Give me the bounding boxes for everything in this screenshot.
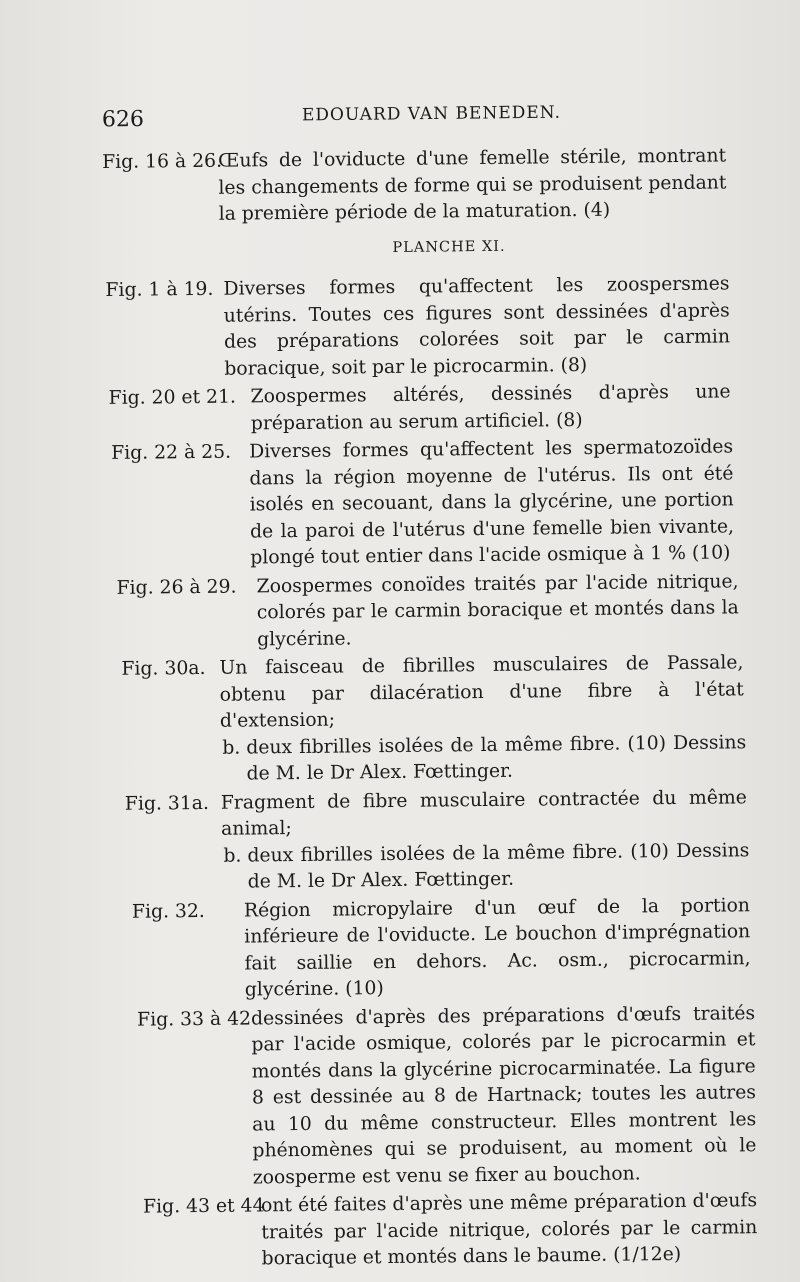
figure-label: Fig. 33 à 42 (136, 1007, 252, 1031)
figure-description: ont été faites d'après une même préparation d'œufs traités par l'acide nitrique, colorés par le carmin boracique et montés dans le baume. (1/12e) (260, 1190, 758, 1270)
figure-label: Fig. 43 et 44 (142, 1195, 265, 1218)
figure-label: Fig. 31a. (124, 792, 210, 815)
page-number: 626 (101, 106, 145, 133)
page-header (100, 101, 760, 138)
figure-entry (111, 434, 764, 573)
figure-description: Fragment de fibre musculaire contractée du même animal; (220, 786, 747, 840)
running-head: EDOUARD VAN BENEDEN. (301, 102, 562, 126)
figure-label: Fig. 22 à 25. (111, 441, 232, 464)
figure-entry (143, 1188, 772, 1274)
figure-label: Fig. 20 et 21. (108, 386, 237, 409)
figure-label: Fig. 32. (131, 900, 205, 923)
figure-entry-31 (125, 785, 768, 898)
sub-figure-label: b. (223, 845, 242, 867)
figure-description: Diverses formes qu'affectent les zoospersmes utérins. Toutes ces figures sont dessinées d'après des préparations colorées soit par le carmin boracique, soit par le picrocarmin. (8) (223, 273, 731, 380)
figure-entry-30 (121, 650, 766, 789)
figure-description: Un faisceau de fibrilles musculaires de Passale, obtenu par dilacération d'une fibre à l'état d'extension; (219, 652, 744, 732)
figure-description: Œufs de l'oviducte d'une femelle stérile, montrant les changements de forme qui se produisent pendant la première période de la maturation. (4) (218, 145, 727, 225)
figure-description: Diverses formes qu'affectent les spermatozoïdes dans la région moyenne de l'utérus. Ils ont été isolés en secouant, dans la glycérine, une portion de la paroi de l'utérus d'une femelle bien vivante, plongé tout entier dans l'acide osmique à 1 % (10) (249, 436, 735, 569)
figure-label: Fig. 16 à 26. (102, 150, 223, 173)
figure-entry-16-26 (102, 143, 761, 229)
figure-entry (132, 893, 769, 1006)
figure-description: Zoospermes altérés, dessinés d'après une préparation au serum artificiel. (8) (250, 381, 731, 434)
sub-figure-label: b. (222, 737, 241, 759)
page-body (100, 143, 772, 1276)
figure-label: Fig. 30a. (121, 657, 206, 680)
figure-entry (116, 569, 765, 655)
figure-entry (137, 1001, 771, 1193)
figure-label: Fig. 1 à 19. (105, 278, 214, 301)
figure-entry (105, 271, 762, 384)
sub-figure-description: deux fibrilles isolées de la même fibre. (10) Dessins de M. le Dr Alex. Fœttinger. (246, 731, 747, 785)
figure-entry (108, 379, 763, 439)
plate-heading: PLANCHE XI. (392, 238, 506, 256)
figure-description: dessinées d'après des préparations d'œufs traités par l'acide osmique, colorés par le picrocarmin et montés dans la glycérine picrocarminatée. La figure 8 est dessinée au 8 de Hartnack; toutes les autres au 10 du même constructeur. Elles montrent les phénomènes qui se produisent, au moment où le zoosperme est venu se fixer au bouchon. (250, 1002, 757, 1188)
figure-label: Fig. 26 à 29. (116, 576, 237, 599)
sub-figure-description: deux fibrilles isolées de la même fibre. (10) Dessins de M. le Dr Alex. Fœttinger. (247, 839, 750, 893)
figure-description: Zoospermes conoïdes traités par l'acide nitrique, colorés par le carmin boracique et montés dans la glycérine. (256, 570, 739, 650)
figure-description: Région micropylaire d'un œuf de la portion inférieure de l'oviducte. Le bouchon d'imprégnation fait saillie en dehors. Ac. osm., picrocarmin, glycérine. (10) (243, 894, 751, 1001)
